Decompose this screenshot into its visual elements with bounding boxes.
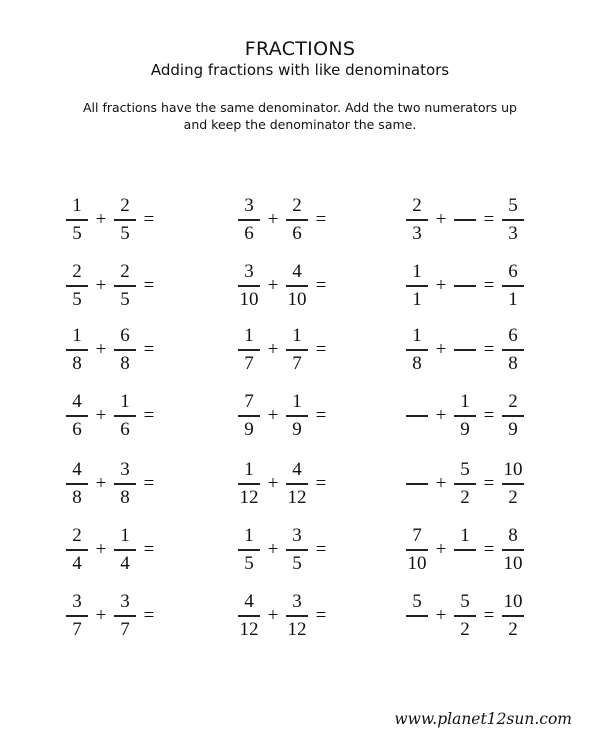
equals-sign: = (483, 539, 495, 560)
fraction-addend-2 (452, 391, 478, 440)
fraction-addend-2 (112, 261, 138, 310)
fraction-problem (404, 520, 526, 580)
equals-sign: = (483, 275, 495, 296)
plus-sign: + (435, 539, 447, 560)
fraction-bar (114, 615, 136, 616)
fraction-addend-2 (452, 525, 478, 574)
denominator: 1 (412, 288, 422, 310)
denominator: 4 (72, 552, 82, 574)
numerator: 3 (72, 591, 82, 613)
denominator: 12 (239, 486, 259, 508)
problem-row (0, 190, 600, 250)
fraction-bar (286, 219, 308, 220)
denominator: 6 (72, 418, 82, 440)
fraction-problem (236, 520, 332, 580)
numerator: 1 (244, 525, 254, 547)
fraction-addend-1 (64, 591, 90, 640)
denominator: 7 (72, 618, 82, 640)
denominator: 7 (292, 352, 302, 374)
equals-sign: = (143, 539, 155, 560)
fraction-addend-1 (236, 325, 262, 374)
instructions-line-2: and keep the denominator the same. (183, 117, 417, 132)
fraction-bar (502, 615, 524, 616)
denominator: 2 (508, 618, 518, 640)
numerator: 5 (508, 195, 518, 217)
denominator: 9 (460, 418, 470, 440)
fraction-problem (404, 454, 526, 514)
plus-sign: + (267, 539, 279, 560)
fraction-bar (502, 219, 524, 220)
numerator: 1 (460, 391, 470, 413)
fraction-addend-1 (236, 525, 262, 574)
fraction-bar (406, 285, 428, 286)
problem-row (0, 256, 600, 316)
denominator: 5 (72, 222, 82, 244)
denominator: 12 (239, 618, 259, 640)
fraction-bar (286, 285, 308, 286)
denominator: 10 (503, 552, 523, 574)
instructions (60, 99, 540, 133)
equals-sign: = (315, 405, 327, 426)
fraction-problem (404, 586, 526, 646)
fraction-sum (500, 325, 526, 374)
fraction-addend-2 (284, 525, 310, 574)
denominator: 2 (460, 618, 470, 640)
fraction-bar (502, 349, 524, 350)
fraction-sum (500, 261, 526, 310)
fraction-bar (238, 615, 260, 616)
fraction-sum (500, 525, 526, 574)
numerator: 2 (412, 195, 422, 217)
fraction-bar (454, 615, 476, 616)
fraction-bar (114, 219, 136, 220)
numerator: 7 (244, 391, 254, 413)
fraction-bar (286, 549, 308, 550)
numerator: 7 (412, 525, 422, 547)
numerator: 3 (120, 591, 130, 613)
numerator: 3 (244, 195, 254, 217)
numerator: 2 (292, 195, 302, 217)
fraction-addend-1 (64, 261, 90, 310)
numerator: 3 (292, 591, 302, 613)
fraction-addend-1 (64, 525, 90, 574)
numerator: 1 (120, 525, 130, 547)
equals-sign: = (143, 473, 155, 494)
fraction-bar (406, 549, 428, 550)
fraction-bar (238, 483, 260, 484)
fraction-addend-2 (284, 325, 310, 374)
fraction-bar (454, 349, 476, 350)
denominator: 5 (120, 222, 130, 244)
worksheet-title: FRACTIONS (244, 38, 356, 60)
plus-sign: + (435, 209, 447, 230)
fraction-bar (114, 415, 136, 416)
fraction-problem (64, 386, 160, 446)
denominator: 3 (508, 222, 518, 244)
equals-sign: = (143, 209, 155, 230)
fraction-bar (114, 549, 136, 550)
fraction-addend-2 (112, 591, 138, 640)
fraction-addend-2 (284, 459, 310, 508)
plus-sign: + (435, 605, 447, 626)
fraction-bar (66, 349, 88, 350)
fraction-bar (454, 483, 476, 484)
fraction-bar (66, 483, 88, 484)
plus-sign: + (95, 473, 107, 494)
denominator: 8 (412, 352, 422, 374)
fraction-bar (406, 349, 428, 350)
fraction-addend-1 (236, 391, 262, 440)
fraction-bar (286, 483, 308, 484)
denominator: 1 (508, 288, 518, 310)
fraction-bar (66, 549, 88, 550)
fraction-bar (238, 349, 260, 350)
numerator: 5 (460, 591, 470, 613)
plus-sign: + (95, 275, 107, 296)
fraction-addend-2 (284, 261, 310, 310)
fraction-bar (454, 219, 476, 220)
numerator: 1 (412, 261, 422, 283)
fraction-bar (406, 219, 428, 220)
fraction-bar (502, 549, 524, 550)
fraction-addend-2 (452, 261, 478, 310)
denominator: 8 (72, 486, 82, 508)
equals-sign: = (143, 405, 155, 426)
fraction-addend-2 (112, 525, 138, 574)
denominator: 9 (508, 418, 518, 440)
equals-sign: = (315, 275, 327, 296)
worksheet-subtitle: Adding fractions with like denominators (150, 61, 450, 79)
fraction-problem (404, 386, 526, 446)
fraction-addend-2 (112, 325, 138, 374)
fraction-bar (286, 615, 308, 616)
fraction-bar (286, 415, 308, 416)
numerator: 3 (120, 459, 130, 481)
equals-sign: = (483, 605, 495, 626)
fraction-problem (236, 386, 332, 446)
fraction-problem (236, 454, 332, 514)
fraction-bar (406, 415, 428, 416)
problem-row (0, 454, 600, 514)
numerator: 10 (503, 459, 523, 481)
fraction-bar (238, 219, 260, 220)
problem-row (0, 386, 600, 446)
fraction-bar (502, 415, 524, 416)
fraction-problem (64, 454, 160, 514)
denominator: 8 (120, 486, 130, 508)
fraction-bar (114, 285, 136, 286)
denominator: 8 (72, 352, 82, 374)
denominator: 9 (292, 418, 302, 440)
fraction-addend-2 (284, 195, 310, 244)
denominator: 10 (239, 288, 259, 310)
fraction-sum (500, 459, 526, 508)
fraction-problem (64, 190, 160, 250)
fraction-sum (500, 591, 526, 640)
numerator: 1 (292, 325, 302, 347)
numerator: 1 (460, 525, 470, 547)
denominator: 12 (287, 486, 307, 508)
numerator: 1 (72, 195, 82, 217)
equals-sign: = (143, 275, 155, 296)
numerator: 2 (72, 261, 82, 283)
plus-sign: + (95, 405, 107, 426)
fraction-bar (114, 349, 136, 350)
fraction-bar (454, 415, 476, 416)
instructions-line-1: All fractions have the same denominator. Add the two numerators up (83, 100, 517, 115)
fraction-addend-2 (284, 391, 310, 440)
fraction-problem (236, 586, 332, 646)
fraction-addend-2 (452, 325, 478, 374)
numerator: 4 (292, 261, 302, 283)
denominator: 10 (407, 552, 427, 574)
equals-sign: = (315, 539, 327, 560)
fraction-addend-1 (236, 261, 262, 310)
numerator: 4 (244, 591, 254, 613)
fraction-problem (64, 520, 160, 580)
numerator: 4 (292, 459, 302, 481)
denominator: 6 (292, 222, 302, 244)
plus-sign: + (435, 275, 447, 296)
fraction-addend-1 (236, 195, 262, 244)
plus-sign: + (95, 209, 107, 230)
fraction-bar (406, 483, 428, 484)
fraction-problem (404, 190, 526, 250)
denominator: 3 (412, 222, 422, 244)
numerator: 10 (503, 591, 523, 613)
numerator: 6 (508, 325, 518, 347)
numerator: 1 (412, 325, 422, 347)
fraction-addend-1 (404, 261, 430, 310)
fraction-addend-1 (404, 325, 430, 374)
problem-row (0, 520, 600, 580)
fraction-bar (454, 285, 476, 286)
equals-sign: = (143, 605, 155, 626)
numerator: 3 (292, 525, 302, 547)
fraction-bar (502, 285, 524, 286)
fraction-sum (500, 391, 526, 440)
fraction-bar (66, 219, 88, 220)
numerator: 8 (508, 525, 518, 547)
numerator: 2 (120, 261, 130, 283)
fraction-bar (66, 615, 88, 616)
denominator: 2 (460, 486, 470, 508)
plus-sign: + (95, 539, 107, 560)
numerator: 1 (244, 325, 254, 347)
denominator: 4 (120, 552, 130, 574)
fraction-addend-1 (236, 459, 262, 508)
fraction-addend-2 (452, 459, 478, 508)
plus-sign: + (95, 605, 107, 626)
fraction-addend-1 (404, 591, 430, 640)
equals-sign: = (483, 339, 495, 360)
fraction-problem (236, 256, 332, 316)
fraction-addend-2 (452, 591, 478, 640)
plus-sign: + (267, 275, 279, 296)
fraction-addend-1 (404, 459, 430, 508)
fraction-problem (404, 256, 526, 316)
fraction-problem (64, 256, 160, 316)
fraction-addend-1 (404, 195, 430, 244)
numerator: 1 (120, 391, 130, 413)
fraction-addend-2 (452, 195, 478, 244)
numerator: 2 (508, 391, 518, 413)
denominator: 7 (244, 352, 254, 374)
fraction-bar (66, 415, 88, 416)
numerator: 2 (120, 195, 130, 217)
equals-sign: = (315, 473, 327, 494)
equals-sign: = (315, 209, 327, 230)
equals-sign: = (483, 209, 495, 230)
fraction-problem (236, 190, 332, 250)
fraction-bar (454, 549, 476, 550)
denominator: 7 (120, 618, 130, 640)
problem-row (0, 320, 600, 380)
fraction-bar (502, 483, 524, 484)
fraction-addend-2 (112, 459, 138, 508)
plus-sign: + (95, 339, 107, 360)
plus-sign: + (267, 405, 279, 426)
fraction-addend-2 (112, 391, 138, 440)
denominator: 5 (72, 288, 82, 310)
plus-sign: + (267, 473, 279, 494)
fraction-bar (238, 285, 260, 286)
plus-sign: + (435, 473, 447, 494)
numerator: 1 (292, 391, 302, 413)
problem-row (0, 586, 600, 646)
plus-sign: + (435, 405, 447, 426)
fraction-addend-2 (284, 591, 310, 640)
fraction-sum (500, 195, 526, 244)
equals-sign: = (143, 339, 155, 360)
denominator: 8 (120, 352, 130, 374)
equals-sign: = (483, 473, 495, 494)
fraction-bar (66, 285, 88, 286)
denominator: 6 (120, 418, 130, 440)
equals-sign: = (315, 339, 327, 360)
fraction-bar (238, 549, 260, 550)
fraction-addend-1 (64, 195, 90, 244)
plus-sign: + (435, 339, 447, 360)
plus-sign: + (267, 209, 279, 230)
numerator: 2 (72, 525, 82, 547)
denominator: 5 (244, 552, 254, 574)
numerator: 6 (120, 325, 130, 347)
numerator: 3 (244, 261, 254, 283)
fraction-problem (404, 320, 526, 380)
plus-sign: + (267, 339, 279, 360)
fraction-bar (286, 349, 308, 350)
fraction-addend-1 (64, 325, 90, 374)
fraction-addend-1 (236, 591, 262, 640)
denominator: 8 (508, 352, 518, 374)
fraction-problem (64, 320, 160, 380)
numerator: 4 (72, 391, 82, 413)
plus-sign: + (267, 605, 279, 626)
numerator: 1 (244, 459, 254, 481)
denominator: 5 (120, 288, 130, 310)
numerator: 6 (508, 261, 518, 283)
numerator: 5 (412, 591, 422, 613)
equals-sign: = (483, 405, 495, 426)
denominator: 6 (244, 222, 254, 244)
denominator: 12 (287, 618, 307, 640)
fraction-bar (114, 483, 136, 484)
fraction-problem (64, 586, 160, 646)
website-footer: www.planet12sun.com (394, 710, 572, 728)
equals-sign: = (315, 605, 327, 626)
fraction-addend-1 (64, 459, 90, 508)
numerator: 1 (72, 325, 82, 347)
numerator: 4 (72, 459, 82, 481)
fraction-addend-1 (64, 391, 90, 440)
denominator: 10 (287, 288, 307, 310)
denominator: 5 (292, 552, 302, 574)
fraction-addend-1 (404, 525, 430, 574)
denominator: 2 (508, 486, 518, 508)
numerator: 5 (460, 459, 470, 481)
denominator: 9 (244, 418, 254, 440)
fraction-problem (236, 320, 332, 380)
fraction-bar (238, 415, 260, 416)
fraction-bar (406, 615, 428, 616)
fraction-addend-2 (112, 195, 138, 244)
fraction-addend-1 (404, 391, 430, 440)
